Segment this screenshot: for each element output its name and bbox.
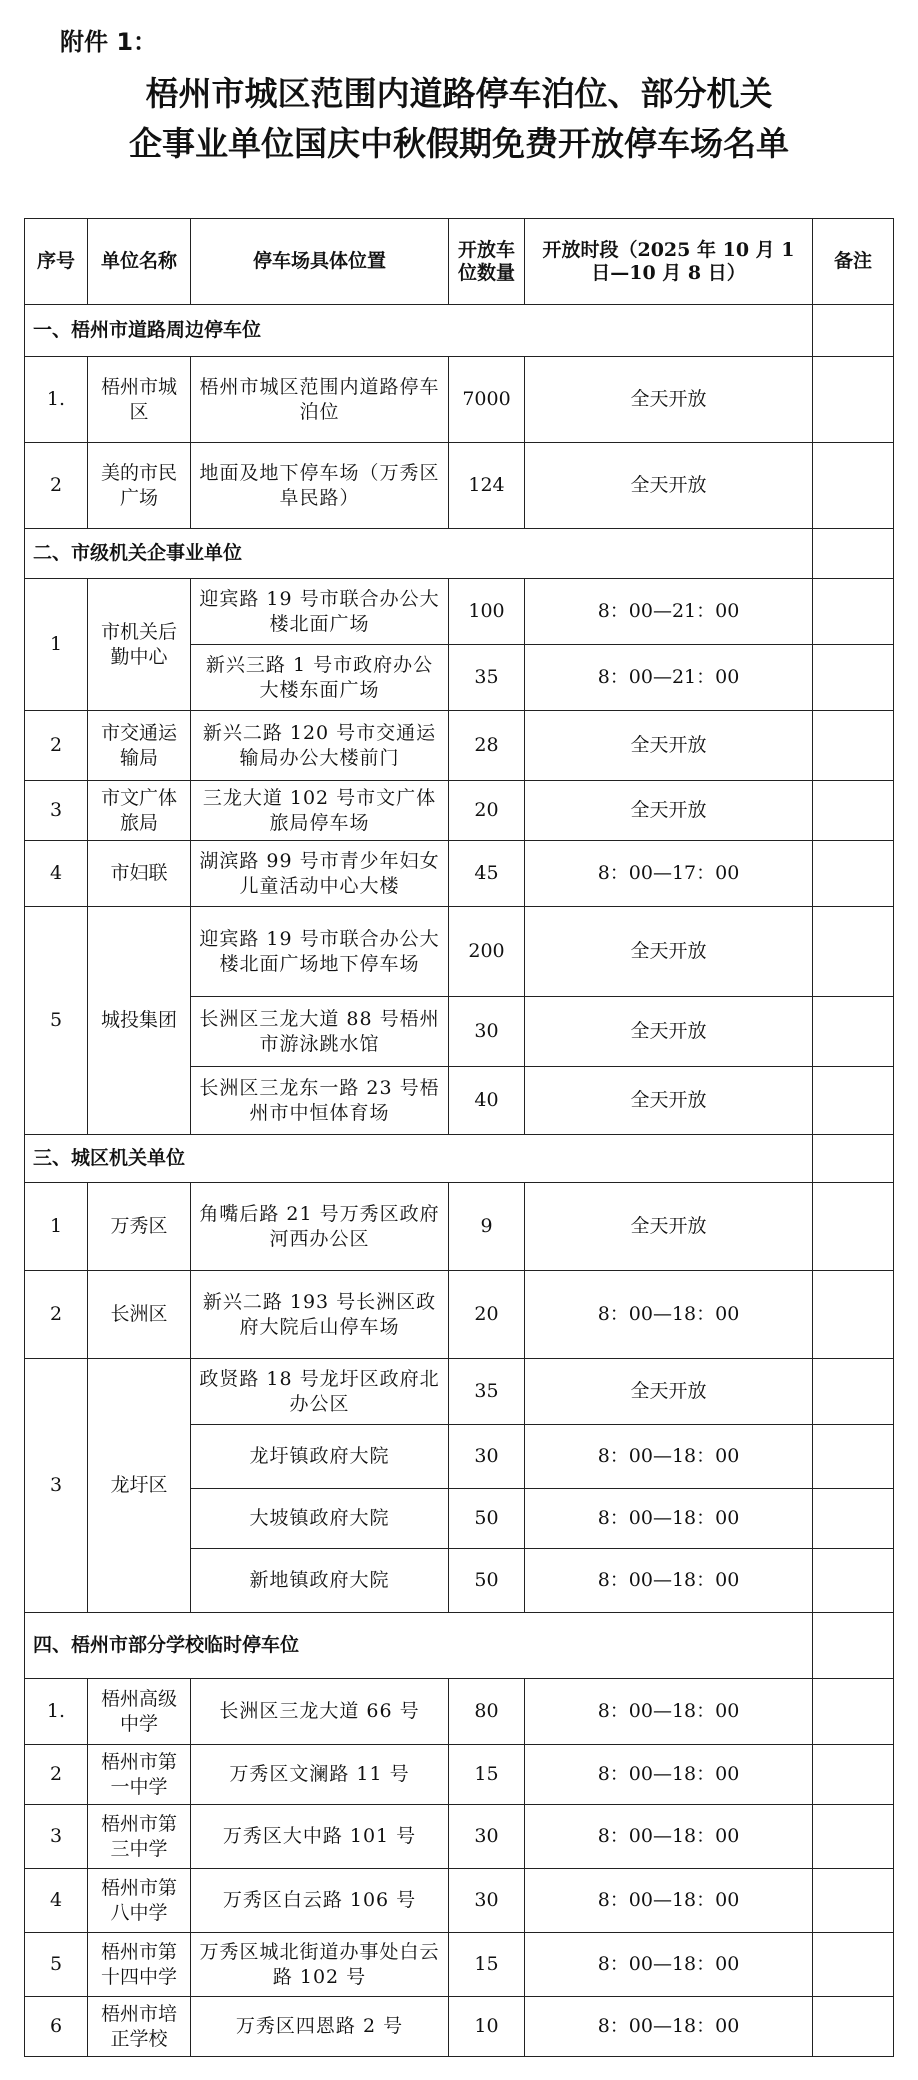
header-period: 开放时段（2025 年 10 月 1 日—10 月 8 日） <box>525 219 813 305</box>
seq-cell: 1. <box>25 1679 88 1745</box>
remark-cell <box>813 529 894 579</box>
unit-name-cell: 城投集团 <box>88 907 191 1135</box>
period-cell: 8：00—18：00 <box>525 1679 813 1745</box>
seq-cell: 3 <box>25 1359 88 1613</box>
count-cell: 20 <box>449 781 525 841</box>
unit-name-cell: 梧州市第三中学 <box>88 1805 191 1869</box>
seq-cell: 3 <box>25 781 88 841</box>
period-cell: 8：00—18：00 <box>525 1997 813 2057</box>
seq-cell: 2 <box>25 711 88 781</box>
parking-list-table <box>24 218 894 2057</box>
remark-cell <box>813 1805 894 1869</box>
count-cell: 10 <box>449 1997 525 2057</box>
header-unit: 单位名称 <box>88 219 191 305</box>
section-title: 四、梧州市部分学校临时停车位 <box>25 1613 813 1679</box>
unit-name-cell: 梧州高级中学 <box>88 1679 191 1745</box>
remark-cell <box>813 1745 894 1805</box>
unit-name-cell: 美的市民广场 <box>88 443 191 529</box>
table-row <box>25 1271 894 1359</box>
count-cell: 50 <box>449 1549 525 1613</box>
table-row <box>25 907 894 997</box>
period-cell: 全天开放 <box>525 1067 813 1135</box>
count-cell: 30 <box>449 1805 525 1869</box>
remark-cell <box>813 645 894 711</box>
period-cell: 8：00—18：00 <box>525 1271 813 1359</box>
period-cell: 全天开放 <box>525 443 813 529</box>
period-cell: 全天开放 <box>525 357 813 443</box>
table-body <box>25 305 894 2057</box>
table-row <box>25 357 894 443</box>
location-cell: 新兴三路 1 号市政府办公大楼东面广场 <box>191 645 449 711</box>
seq-cell: 1 <box>25 579 88 711</box>
location-cell: 迎宾路 19 号市联合办公大楼北面广场地下停车场 <box>191 907 449 997</box>
remark-cell <box>813 357 894 443</box>
unit-name-cell: 万秀区 <box>88 1183 191 1271</box>
table-row <box>25 1869 894 1933</box>
section-header-row <box>25 1613 894 1679</box>
location-cell: 万秀区大中路 101 号 <box>191 1805 449 1869</box>
unit-name-cell: 市交通运输局 <box>88 711 191 781</box>
location-cell: 长洲区三龙东一路 23 号梧州市中恒体育场 <box>191 1067 449 1135</box>
unit-name-cell: 梧州市培正学校 <box>88 1997 191 2057</box>
header-count: 开放车位数量 <box>449 219 525 305</box>
unit-name-cell: 长洲区 <box>88 1271 191 1359</box>
location-cell: 三龙大道 102 号市文广体旅局停车场 <box>191 781 449 841</box>
remark-cell <box>813 907 894 997</box>
period-cell: 全天开放 <box>525 711 813 781</box>
seq-cell: 1. <box>25 357 88 443</box>
location-cell: 梧州市城区范围内道路停车泊位 <box>191 357 449 443</box>
period-cell: 8：00—18：00 <box>525 1869 813 1933</box>
count-cell: 20 <box>449 1271 525 1359</box>
table-row <box>25 711 894 781</box>
section-header-row <box>25 529 894 579</box>
remark-cell <box>813 305 894 357</box>
unit-name-cell: 梧州市第一中学 <box>88 1745 191 1805</box>
seq-cell: 1 <box>25 1183 88 1271</box>
table-row <box>25 1933 894 1997</box>
remark-cell <box>813 1359 894 1425</box>
remark-cell <box>813 841 894 907</box>
count-cell: 15 <box>449 1745 525 1805</box>
seq-cell: 4 <box>25 841 88 907</box>
remark-cell <box>813 1679 894 1745</box>
table-row <box>25 1997 894 2057</box>
remark-cell <box>813 1613 894 1679</box>
count-cell: 35 <box>449 1359 525 1425</box>
seq-cell: 5 <box>25 907 88 1135</box>
location-cell: 万秀区白云路 106 号 <box>191 1869 449 1933</box>
location-cell: 长洲区三龙大道 66 号 <box>191 1679 449 1745</box>
header-remark: 备注 <box>813 219 894 305</box>
seq-cell: 5 <box>25 1933 88 1997</box>
seq-cell: 6 <box>25 1997 88 2057</box>
location-cell: 新兴二路 120 号市交通运输局办公大楼前门 <box>191 711 449 781</box>
location-cell: 新兴二路 193 号长洲区政府大院后山停车场 <box>191 1271 449 1359</box>
header-location: 停车场具体位置 <box>191 219 449 305</box>
location-cell: 万秀区城北街道办事处白云路 102 号 <box>191 1933 449 1997</box>
section-header-row <box>25 305 894 357</box>
table-row <box>25 579 894 645</box>
location-cell: 大坡镇政府大院 <box>191 1489 449 1549</box>
document-title-line1: 梧州市城区范围内道路停车泊位、部分机关 <box>145 74 773 113</box>
location-cell: 湖滨路 99 号市青少年妇女儿童活动中心大楼 <box>191 841 449 907</box>
seq-cell: 2 <box>25 1745 88 1805</box>
count-cell: 30 <box>449 1425 525 1489</box>
table-row <box>25 781 894 841</box>
remark-cell <box>813 1549 894 1613</box>
seq-cell: 3 <box>25 1805 88 1869</box>
location-cell: 地面及地下停车场（万秀区阜民路） <box>191 443 449 529</box>
document-title-line2: 企事业单位国庆中秋假期免费开放停车场名单 <box>129 124 789 163</box>
remark-cell <box>813 1489 894 1549</box>
remark-cell <box>813 579 894 645</box>
location-cell: 万秀区四恩路 2 号 <box>191 1997 449 2057</box>
period-cell: 全天开放 <box>525 781 813 841</box>
unit-name-cell: 市妇联 <box>88 841 191 907</box>
count-cell: 28 <box>449 711 525 781</box>
section-header-row <box>25 1135 894 1183</box>
remark-cell <box>813 1425 894 1489</box>
period-cell: 8：00—18：00 <box>525 1805 813 1869</box>
count-cell: 30 <box>449 1869 525 1933</box>
unit-name-cell: 梧州市第十四中学 <box>88 1933 191 1997</box>
period-cell: 8：00—18：00 <box>525 1489 813 1549</box>
remark-cell <box>813 711 894 781</box>
table-row <box>25 1679 894 1745</box>
count-cell: 15 <box>449 1933 525 1997</box>
attachment-label: 附件 1： <box>60 28 158 56</box>
count-cell: 40 <box>449 1067 525 1135</box>
count-cell: 50 <box>449 1489 525 1549</box>
remark-cell <box>813 1135 894 1183</box>
seq-cell: 4 <box>25 1869 88 1933</box>
remark-cell <box>813 1067 894 1135</box>
period-cell: 8：00—21：00 <box>525 579 813 645</box>
unit-name-cell: 梧州市第八中学 <box>88 1869 191 1933</box>
location-cell: 长洲区三龙大道 88 号梧州市游泳跳水馆 <box>191 997 449 1067</box>
seq-cell: 2 <box>25 443 88 529</box>
location-cell: 迎宾路 19 号市联合办公大楼北面广场 <box>191 579 449 645</box>
table-header-row <box>25 219 894 305</box>
unit-name-cell: 龙圩区 <box>88 1359 191 1613</box>
unit-name-cell: 市文广体旅局 <box>88 781 191 841</box>
count-cell: 30 <box>449 997 525 1067</box>
count-cell: 9 <box>449 1183 525 1271</box>
remark-cell <box>813 1933 894 1997</box>
count-cell: 100 <box>449 579 525 645</box>
header-seq: 序号 <box>25 219 88 305</box>
period-cell: 8：00—18：00 <box>525 1425 813 1489</box>
count-cell: 200 <box>449 907 525 997</box>
period-cell: 全天开放 <box>525 1359 813 1425</box>
location-cell: 政贤路 18 号龙圩区政府北办公区 <box>191 1359 449 1425</box>
location-cell: 龙圩镇政府大院 <box>191 1425 449 1489</box>
period-cell: 8：00—18：00 <box>525 1549 813 1613</box>
period-cell: 8：00—21：00 <box>525 645 813 711</box>
count-cell: 80 <box>449 1679 525 1745</box>
period-cell: 8：00—18：00 <box>525 1933 813 1997</box>
period-cell: 全天开放 <box>525 1183 813 1271</box>
seq-cell: 2 <box>25 1271 88 1359</box>
remark-cell <box>813 1997 894 2057</box>
remark-cell <box>813 1869 894 1933</box>
count-cell: 35 <box>449 645 525 711</box>
unit-name-cell: 梧州市城区 <box>88 357 191 443</box>
location-cell: 角嘴后路 21 号万秀区政府河西办公区 <box>191 1183 449 1271</box>
count-cell: 7000 <box>449 357 525 443</box>
remark-cell <box>813 1183 894 1271</box>
count-cell: 45 <box>449 841 525 907</box>
remark-cell <box>813 1271 894 1359</box>
remark-cell <box>813 781 894 841</box>
location-cell: 新地镇政府大院 <box>191 1549 449 1613</box>
period-cell: 8：00—17：00 <box>525 841 813 907</box>
period-cell: 8：00—18：00 <box>525 1745 813 1805</box>
remark-cell <box>813 443 894 529</box>
remark-cell <box>813 997 894 1067</box>
table-row <box>25 1805 894 1869</box>
count-cell: 124 <box>449 443 525 529</box>
section-title: 一、梧州市道路周边停车位 <box>25 305 813 357</box>
period-cell: 全天开放 <box>525 907 813 997</box>
table-row <box>25 841 894 907</box>
table-row <box>25 443 894 529</box>
table-row <box>25 1359 894 1425</box>
table-row <box>25 1183 894 1271</box>
section-title: 二、市级机关企事业单位 <box>25 529 813 579</box>
location-cell: 万秀区文澜路 11 号 <box>191 1745 449 1805</box>
section-title: 三、城区机关单位 <box>25 1135 813 1183</box>
table-row <box>25 1745 894 1805</box>
unit-name-cell: 市机关后勤中心 <box>88 579 191 711</box>
period-cell: 全天开放 <box>525 997 813 1067</box>
